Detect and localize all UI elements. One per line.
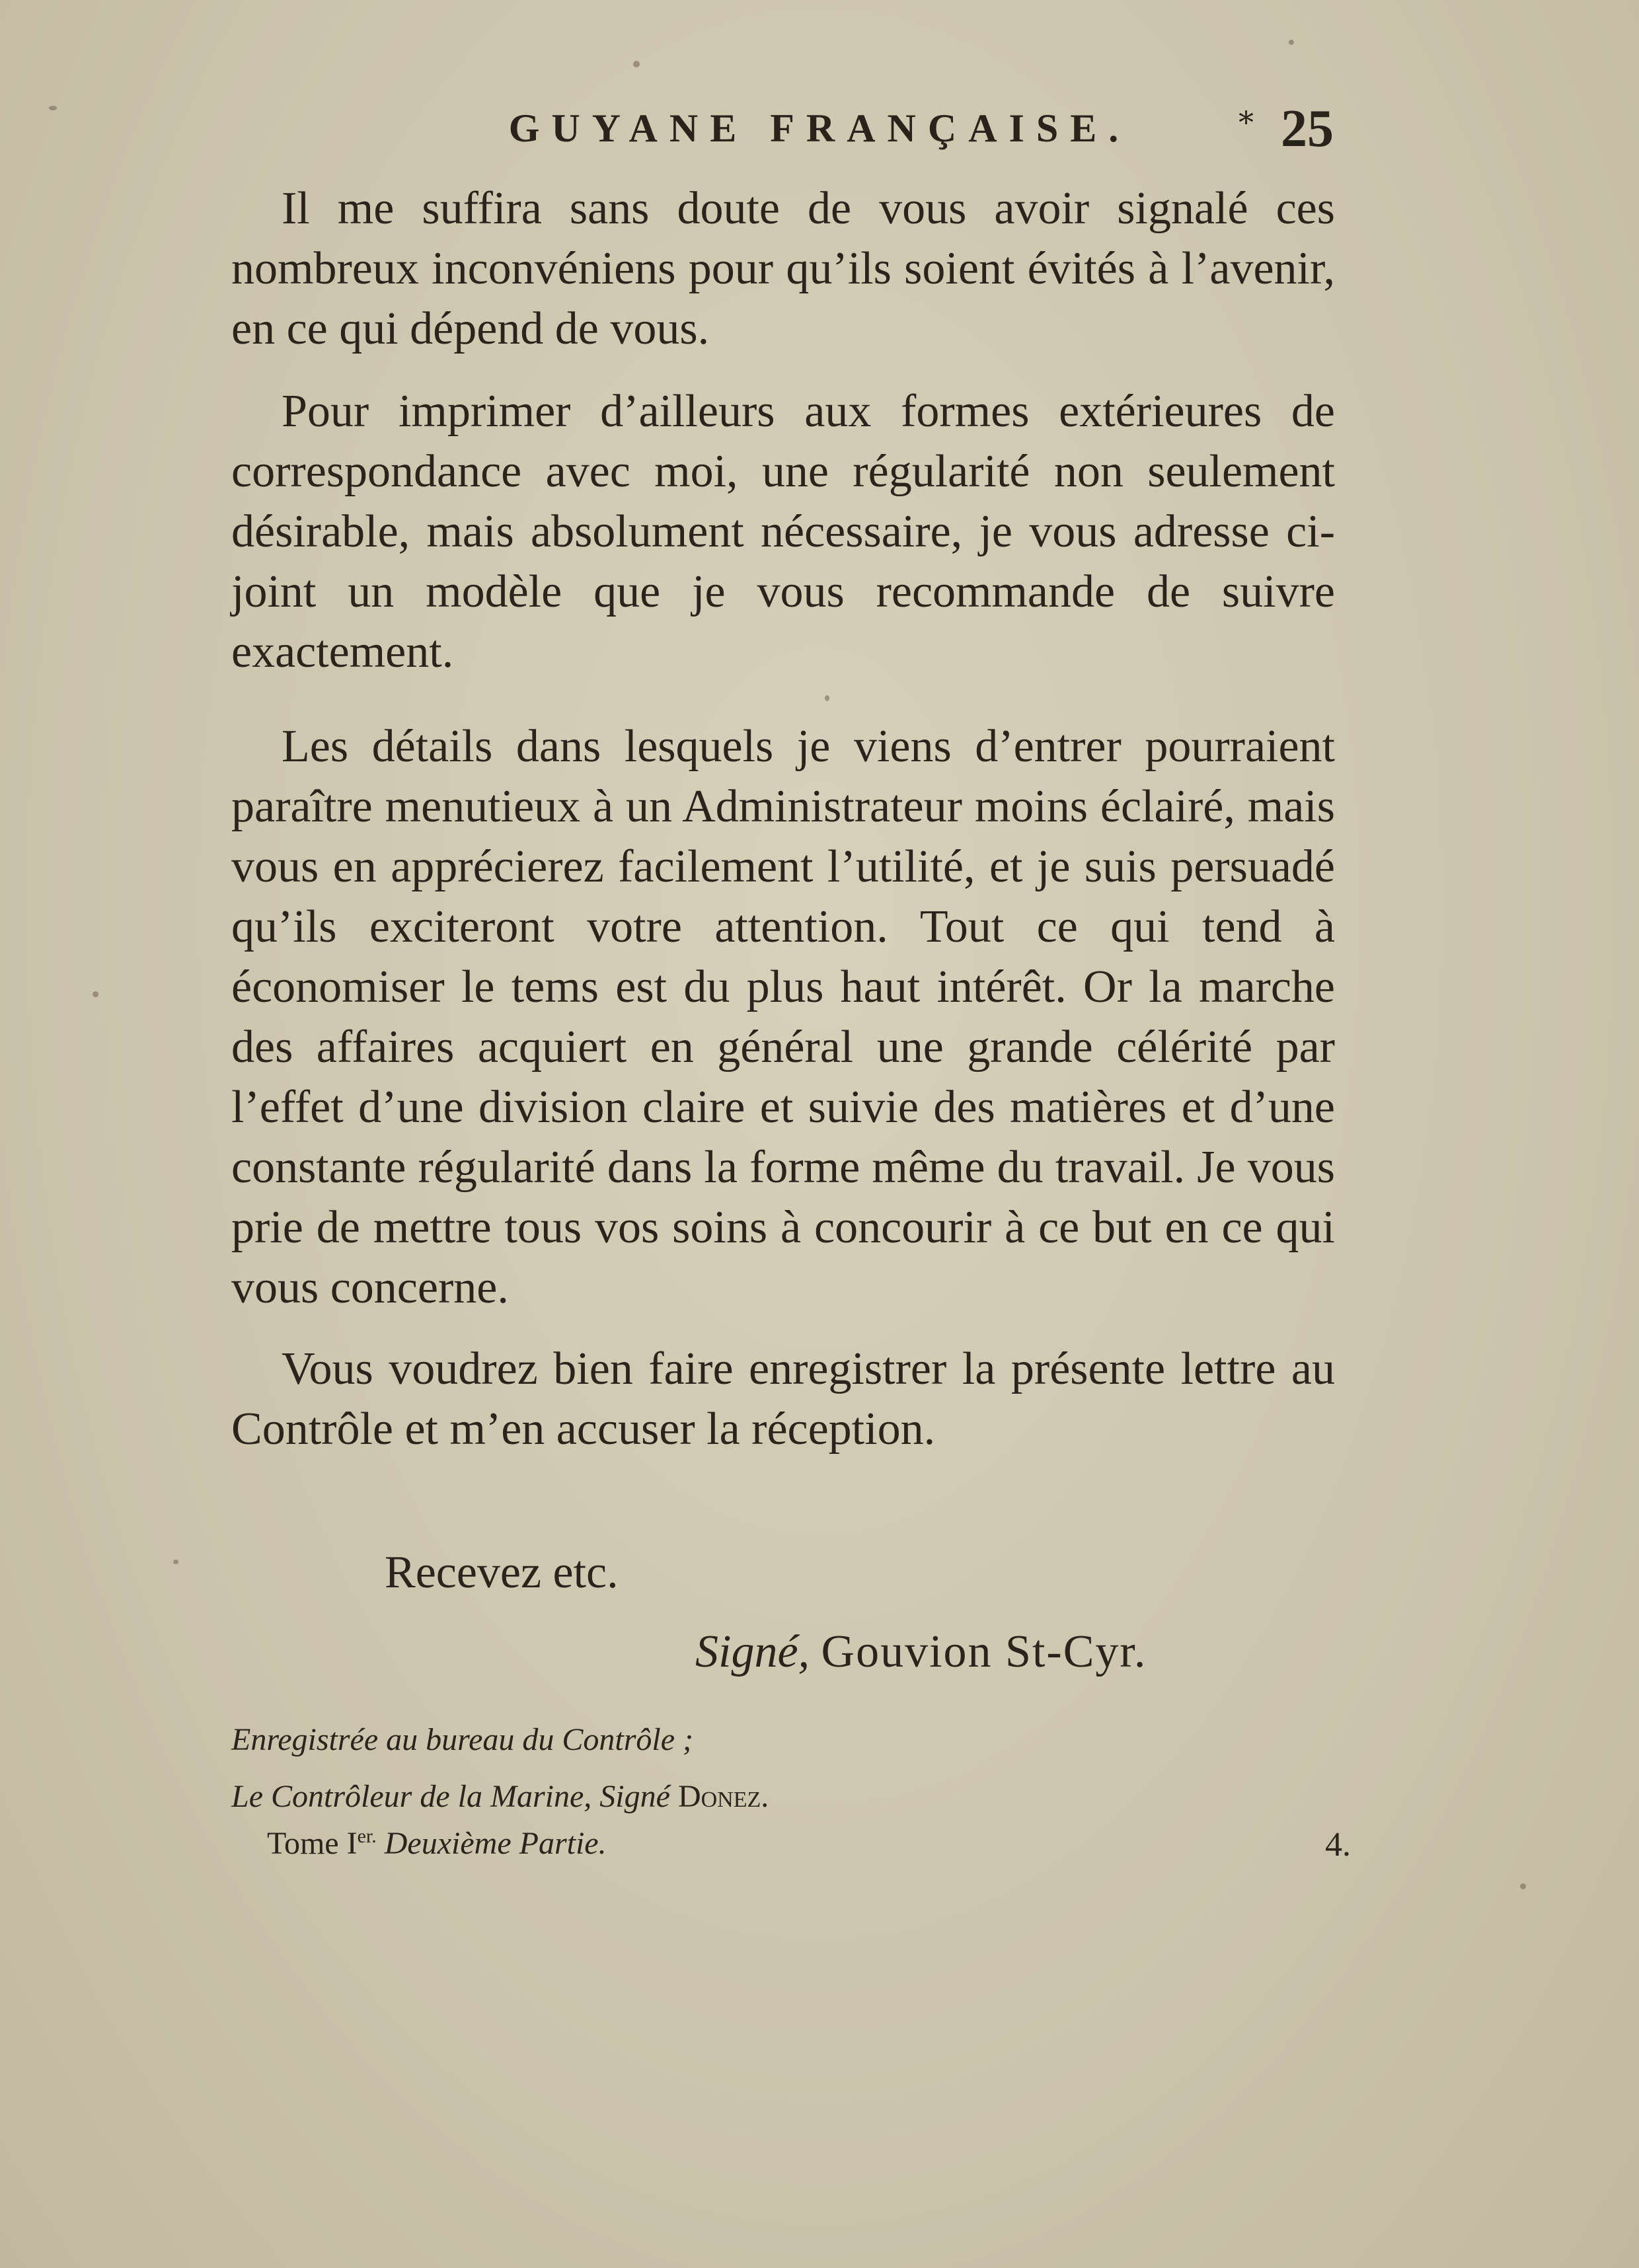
controller-text: Le Contrôleur de la Marine, Signé xyxy=(231,1779,670,1814)
paper-speck xyxy=(633,61,640,67)
closing-formula: Recevez etc. xyxy=(385,1547,619,1598)
star-mark: * xyxy=(1239,104,1254,140)
paragraph: Il me suffira sans doute de vous avoir signalé ces nombreux inconvéniens pour qu’ils soient évités à l’avenir, en ce qui dépend de vous. xyxy=(231,183,1335,354)
signature-label: Signé, xyxy=(695,1626,810,1677)
controller-name: Donez. xyxy=(677,1779,769,1814)
running-title: GUYANE FRANÇAISE. xyxy=(508,106,1131,150)
paper-speck xyxy=(1289,40,1294,45)
paragraph: Pour imprimer d’ailleurs aux formes extérieures de correspondance avec moi, une régularité non seulement désirable, mais absolument nécessaire, je vous adresse ci-joint un modèle que je vous recommande de suivre exactement. xyxy=(231,386,1335,677)
page-number: 25 xyxy=(1281,100,1334,158)
paragraph: Vous voudrez bien faire enregistrer la présente lettre au Contrôle et m’en accuser la réception. xyxy=(231,1343,1335,1455)
tome-superscript: er. xyxy=(357,1825,377,1847)
signature-mark: 4. xyxy=(1325,1826,1351,1864)
signature-name: Gouvion St-Cyr. xyxy=(821,1626,1147,1677)
paper-speck xyxy=(93,991,98,997)
body-text xyxy=(231,178,1335,1488)
paper-speck xyxy=(173,1560,178,1564)
paper-speck xyxy=(1520,1883,1526,1889)
registration-note xyxy=(231,1712,769,1825)
registration-line: Enregistrée au bureau du Contrôle ; xyxy=(231,1722,694,1757)
page-header xyxy=(0,99,1639,172)
controller-line xyxy=(231,1768,769,1825)
paragraph: Les détails dans lesquels je viens d’entrer pourraient paraître menutieux à un Administrateur moins éclairé, mais vous en apprécierez facilement l’utilité, et je suis persuadé qu’ils exciteront votre attention. Tout ce qui tend à économiser le tems est du plus haut intérêt. Or la marche des affaires acquiert en général une grande célérité par l’effet d’une division claire et suivie des matières et d’une constante régularité dans la forme même du travail. Je vous prie de mettre tous vos soins à concourir à ce but en ce qui vous concerne. xyxy=(231,721,1335,1313)
page-footer xyxy=(267,1825,1351,1862)
tome-label: Tome I xyxy=(267,1826,358,1861)
signature xyxy=(695,1626,1147,1679)
part-label: Deuxième Partie. xyxy=(384,1826,607,1861)
